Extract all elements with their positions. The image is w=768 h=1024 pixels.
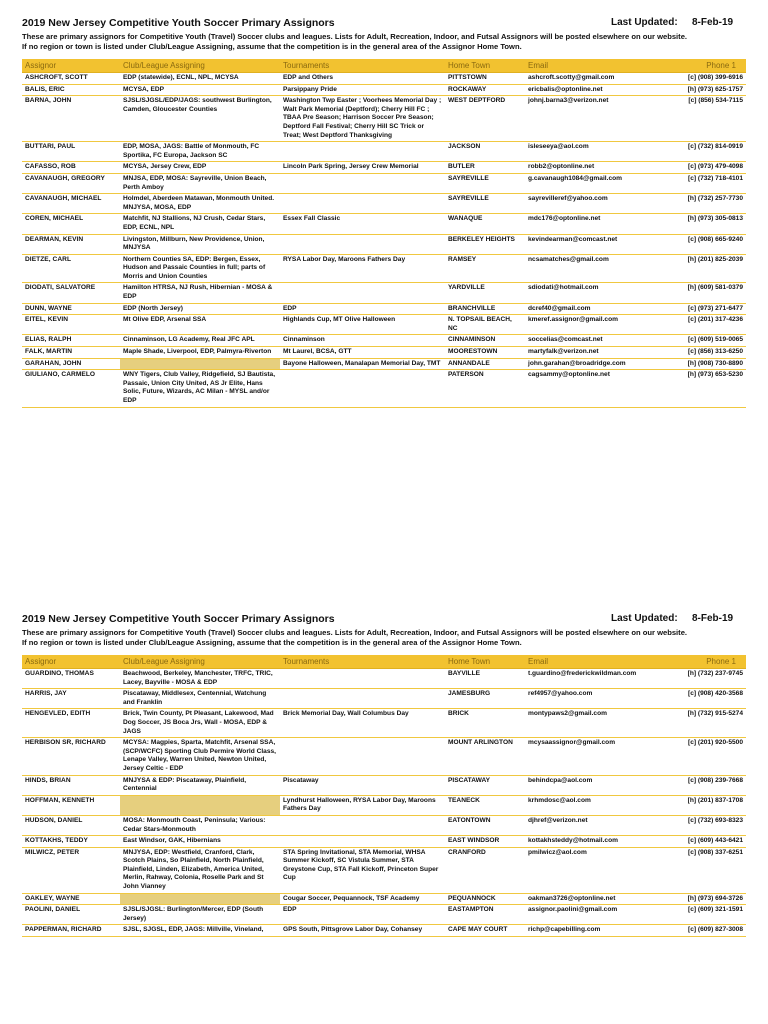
phone-cell: [c] (609) 443-6421	[671, 836, 746, 848]
assignor-name-cell: BUTTARI, PAUL	[22, 142, 120, 162]
club-league-cell: EDP (statewide), ECNL, NPL, MCYSA	[120, 73, 280, 85]
tournaments-cell	[280, 194, 445, 214]
assignor-name-cell: DIODATI, SALVATORE	[22, 283, 120, 303]
table-row	[22, 775, 746, 795]
tournaments-cell	[280, 234, 445, 254]
email-cell[interactable]: pmilwicz@aol.com	[525, 847, 671, 893]
club-league-cell: SJSL/SJGSL: Burlington/Mercer, EDP (South Jersey)	[120, 905, 280, 925]
assignor-name-cell: CAFASSO, ROB	[22, 162, 120, 174]
home-town-cell: PATERSON	[445, 370, 525, 407]
club-league-cell: EDP (North Jersey)	[120, 303, 280, 315]
home-town-cell: ANNANDALE	[445, 358, 525, 370]
home-town-cell: ROCKAWAY	[445, 84, 525, 96]
column-header-assignor: Assignor	[22, 59, 120, 73]
home-town-cell: SAYREVILLE	[445, 194, 525, 214]
home-town-cell: BERKELEY HEIGHTS	[445, 234, 525, 254]
table-row	[22, 335, 746, 347]
email-cell[interactable]: oakman3726@optonline.net	[525, 893, 671, 905]
home-town-cell: SAYREVILLE	[445, 173, 525, 193]
assignor-name-cell: HERBISON SR, RICHARD	[22, 738, 120, 775]
tournaments-cell: STA Spring Invitational, STA Memorial, WHSA Summer Kickoff, SC Vistula Summer, STA Greystone Cup, STA Fall Kickoff, Princeton Super Cup	[280, 847, 445, 893]
assignor-name-cell: PAPPERMAN, RICHARD	[22, 925, 120, 937]
phone-cell: [h] (732) 257-7730	[671, 194, 746, 214]
home-town-cell: PISCATAWAY	[445, 775, 525, 795]
phone-cell: [c] (732) 718-4101	[671, 173, 746, 193]
phone-cell: [c] (856) 534-7115	[671, 96, 746, 142]
table-row	[22, 925, 746, 937]
assignor-name-cell: DUNN, WAYNE	[22, 303, 120, 315]
document-title: 2019 New Jersey Competitive Youth Soccer Primary Assignors	[22, 17, 335, 29]
assignor-name-cell: BALIS, ERIC	[22, 84, 120, 96]
phone-cell: [c] (908) 337-6251	[671, 847, 746, 893]
column-header-email: Email	[525, 59, 671, 73]
club-league-cell: Maple Shade, Liverpool, EDP, Palmyra-Riverton	[120, 347, 280, 359]
tournaments-cell	[280, 669, 445, 689]
section-header	[22, 17, 746, 31]
email-cell[interactable]: ncsamatches@gmail.com	[525, 254, 671, 283]
phone-cell: [c] (609) 321-1591	[671, 905, 746, 925]
phone-cell: [c] (201) 920-5500	[671, 738, 746, 775]
email-cell[interactable]: sdiodati@hotmail.com	[525, 283, 671, 303]
intro-text	[22, 32, 746, 51]
table-header-row	[22, 655, 746, 669]
phone-cell: [c] (973) 271-6477	[671, 303, 746, 315]
home-town-cell: PEQUANNOCK	[445, 893, 525, 905]
tournaments-cell	[280, 689, 445, 709]
phone-cell: [c] (973) 479-4098	[671, 162, 746, 174]
club-league-cell: Cinnaminson, LG Academy, Real JFC APL	[120, 335, 280, 347]
club-league-cell: Mt Olive EDP, Arsenal SSA	[120, 315, 280, 335]
email-cell[interactable]: isleseeya@aol.com	[525, 142, 671, 162]
last-updated-value: 8-Feb-19	[692, 613, 734, 624]
tournaments-cell: Essex Fall Classic	[280, 214, 445, 234]
column-header-phone: Phone 1	[671, 59, 746, 73]
assignor-name-cell: CAVANAUGH, GREGORY	[22, 173, 120, 193]
email-cell[interactable]: kottakhsteddy@hotmail.com	[525, 836, 671, 848]
assignor-table	[22, 59, 746, 408]
table-row	[22, 905, 746, 925]
club-league-cell	[120, 358, 280, 370]
tournaments-cell: Parsippany Pride	[280, 84, 445, 96]
home-town-cell: JAMESBURG	[445, 689, 525, 709]
assignor-name-cell: CAVANAUGH, MICHAEL	[22, 194, 120, 214]
table-row	[22, 84, 746, 96]
email-cell[interactable]: robb2@optonline.net	[525, 162, 671, 174]
intro-line-1: These are primary assignors for Competitive Youth (Travel) Soccer clubs and leagues. Lists for Adult, Recreation, Indoor, and Futsal Assignors will be posted elsewhere on our website.	[22, 32, 688, 41]
phone-cell: [h] (973) 653-5230	[671, 370, 746, 407]
intro-text	[22, 628, 746, 647]
email-cell[interactable]: richp@capebilling.com	[525, 925, 671, 937]
tournaments-cell: GPS South, Pittsgrove Labor Day, Cohansey	[280, 925, 445, 937]
club-league-cell	[120, 893, 280, 905]
table-row	[22, 234, 746, 254]
home-town-cell: YARDVILLE	[445, 283, 525, 303]
table-row	[22, 142, 746, 162]
column-header-home-town: Home Town	[445, 59, 525, 73]
table-row	[22, 815, 746, 835]
phone-cell: [c] (732) 693-8323	[671, 815, 746, 835]
table-row	[22, 194, 746, 214]
table-header-row	[22, 59, 746, 73]
tournaments-cell: Lyndhurst Halloween, RYSA Labor Day, Maroons Fathers Day	[280, 795, 445, 815]
phone-cell: [h] (908) 730-8890	[671, 358, 746, 370]
assignor-name-cell: DEARMAN, KEVIN	[22, 234, 120, 254]
club-league-cell: Northern Counties SA, EDP: Bergen, Essex, Hudson and Passaic Counties in full; parts of Morris and Union Counties	[120, 254, 280, 283]
table-body	[22, 73, 746, 408]
tournaments-cell: Lincoln Park Spring, Jersey Crew Memorial	[280, 162, 445, 174]
club-league-cell: MNJYSA, EDP: Westfield, Cranford, Clark, Scotch Plains, So Plainfield, North Plainfield, Plainfield, Linden, Elizabeth, America United, Merlin, Rahway, Colonia, Roselle Park and St John Vianney	[120, 847, 280, 893]
club-league-cell: Brick, Twin County, Pt Pleasant, Lakewood, Mad Dog Soccer, JS Boca Jrs, Wall - MOSA, EDP & JAGS	[120, 709, 280, 738]
table-row	[22, 358, 746, 370]
home-town-cell: MOUNT ARLINGTON	[445, 738, 525, 775]
club-league-cell: Piscataway, Middlesex, Centennial, Watchung and Franklin	[120, 689, 280, 709]
tournaments-cell	[280, 173, 445, 193]
assignor-name-cell: MILWICZ, PETER	[22, 847, 120, 893]
tournaments-cell: Piscataway	[280, 775, 445, 795]
email-cell[interactable]: ref4957@yahoo.com	[525, 689, 671, 709]
email-cell[interactable]: johnj.barna3@verizon.net	[525, 96, 671, 142]
home-town-cell: CRANFORD	[445, 847, 525, 893]
assignor-name-cell: EITEL, KEVIN	[22, 315, 120, 335]
table-row	[22, 96, 746, 142]
section-header	[22, 613, 746, 627]
table-row	[22, 847, 746, 893]
assignor-name-cell: GIULIANO, CARMELO	[22, 370, 120, 407]
tournaments-cell: EDP	[280, 303, 445, 315]
table-row	[22, 669, 746, 689]
tournaments-cell: Highlands Cup, MT Olive Halloween	[280, 315, 445, 335]
email-cell[interactable]: g.cavanaugh1084@gmail.com	[525, 173, 671, 193]
assignor-name-cell: BARNA, JOHN	[22, 96, 120, 142]
column-header-club: Club/League Assigning	[120, 59, 280, 73]
tournaments-cell: Bayone Halloween, Manalapan Memorial Day, TMT	[280, 358, 445, 370]
last-updated-label: Last Updated:	[611, 613, 678, 624]
tournaments-cell: Cougar Soccer, Pequannock, TSF Academy	[280, 893, 445, 905]
column-header-club: Club/League Assigning	[120, 655, 280, 669]
home-town-cell: BUTLER	[445, 162, 525, 174]
tournaments-cell: EDP and Others	[280, 73, 445, 85]
table-row	[22, 283, 746, 303]
home-town-cell: N. TOPSAIL BEACH, NC	[445, 315, 525, 335]
table-row	[22, 347, 746, 359]
assignor-name-cell: DIETZE, CARL	[22, 254, 120, 283]
table-row	[22, 738, 746, 775]
home-town-cell: TEANECK	[445, 795, 525, 815]
last-updated-label: Last Updated:	[611, 17, 678, 28]
phone-cell: [h] (201) 825-2039	[671, 254, 746, 283]
phone-cell: [c] (908) 420-3568	[671, 689, 746, 709]
email-cell[interactable]: mdc176@optonline.net	[525, 214, 671, 234]
phone-cell: [h] (201) 837-1708	[671, 795, 746, 815]
assignor-table	[22, 655, 746, 937]
home-town-cell: EAST WINDSOR	[445, 836, 525, 848]
email-cell[interactable]: martyfalk@verizon.net	[525, 347, 671, 359]
email-cell[interactable]: behindcpa@aol.com	[525, 775, 671, 795]
phone-cell: [h] (609) 581-0379	[671, 283, 746, 303]
column-header-tournaments: Tournaments	[280, 655, 445, 669]
email-cell[interactable]: t.guardino@frederickwildman.com	[525, 669, 671, 689]
tournaments-cell: Cinnaminson	[280, 335, 445, 347]
club-league-cell: Matchfit, NJ Stallions, NJ Crush, Cedar Stars, EDP, ECNL, NPL	[120, 214, 280, 234]
email-cell[interactable]: assignor.paolini@gmail.com	[525, 905, 671, 925]
club-league-cell	[120, 795, 280, 815]
assignor-name-cell: GUARDINO, THOMAS	[22, 669, 120, 689]
phone-cell: [c] (609) 519-0065	[671, 335, 746, 347]
tournaments-cell: Washington Twp Easter ; Voorhees Memorial Day ; Walt Park Memorial (Deptford); Cherry Hill FC ; TBAA Pre Season; Harrison Soccer Pre Season; Deptford Fall Festival; Cherry Hill SC Trick or Treat; West Deptford Thanksgiving	[280, 96, 445, 142]
club-league-cell: Beachwood, Berkeley, Manchester, TRFC, TRIC, Lacey, Bayville - MOSA & EDP	[120, 669, 280, 689]
club-league-cell: Holmdel, Aberdeen Matawan, Monmouth United. MNJYSA, MOSA, EDP	[120, 194, 280, 214]
phone-cell: [c] (732) 814-0919	[671, 142, 746, 162]
email-cell[interactable]: djhref@verizon.net	[525, 815, 671, 835]
email-cell[interactable]: ericbalis@optonline.net	[525, 84, 671, 96]
assignor-section-1	[22, 17, 746, 408]
table-row	[22, 370, 746, 407]
club-league-cell: MNJSA, EDP, MOSA: Sayreville, Union Beach, Perth Amboy	[120, 173, 280, 193]
assignor-name-cell: ASHCROFT, SCOTT	[22, 73, 120, 85]
table-row	[22, 709, 746, 738]
assignor-name-cell: HUDSON, DANIEL	[22, 815, 120, 835]
club-league-cell: MOSA: Monmouth Coast, Peninsula; Various: Cedar Stars-Monmouth	[120, 815, 280, 835]
club-league-cell: Hamilton HTRSA, NJ Rush, Hibernian - MOSA & EDP	[120, 283, 280, 303]
home-town-cell: MOORESTOWN	[445, 347, 525, 359]
home-town-cell: EASTAMPTON	[445, 905, 525, 925]
home-town-cell: RAMSEY	[445, 254, 525, 283]
email-cell[interactable]: john.garahan@broadridge.com	[525, 358, 671, 370]
email-cell[interactable]: soccelias@comcast.net	[525, 335, 671, 347]
table-body	[22, 669, 746, 937]
tournaments-cell	[280, 836, 445, 848]
intro-line-2: If no region or town is listed under Club/League Assigning, assume that the competition is in the general area of the Assignor Home Town.	[22, 637, 522, 647]
club-league-cell: MCYSA, Jersey Crew, EDP	[120, 162, 280, 174]
table-row	[22, 162, 746, 174]
assignor-name-cell: PAOLINI, DANIEL	[22, 905, 120, 925]
assignor-name-cell: COREN, MICHAEL	[22, 214, 120, 234]
phone-cell: [h] (973) 694-3726	[671, 893, 746, 905]
phone-cell: [c] (201) 317-4236	[671, 315, 746, 335]
table-row	[22, 315, 746, 335]
column-header-tournaments: Tournaments	[280, 59, 445, 73]
intro-line-2: If no region or town is listed under Club/League Assigning, assume that the competition is in the general area of the Assignor Home Town.	[22, 41, 522, 51]
phone-cell: [c] (908) 665-9240	[671, 234, 746, 254]
home-town-cell: WEST DEPTFORD	[445, 96, 525, 142]
club-league-cell: MCYSA, EDP	[120, 84, 280, 96]
home-town-cell: BAYVILLE	[445, 669, 525, 689]
phone-cell: [h] (732) 237-9745	[671, 669, 746, 689]
table-row	[22, 254, 746, 283]
tournaments-cell: Mt Laurel, BCSA, GTT	[280, 347, 445, 359]
assignor-name-cell: KOTTAKHS, TEDDY	[22, 836, 120, 848]
club-league-cell: SJSL/SJGSL/EDP/JAGS: southwest Burlington, Camden, Gloucester Counties	[120, 96, 280, 142]
last-updated-value: 8-Feb-19	[692, 17, 734, 28]
table-row	[22, 303, 746, 315]
email-cell[interactable]: cagsammy@optonline.net	[525, 370, 671, 407]
tournaments-cell	[280, 142, 445, 162]
tournaments-cell	[280, 738, 445, 775]
column-header-phone: Phone 1	[671, 655, 746, 669]
intro-line-1: These are primary assignors for Competitive Youth (Travel) Soccer clubs and leagues. Lists for Adult, Recreation, Indoor, and Futsal Assignors will be posted elsewhere on our website.	[22, 628, 688, 637]
email-cell[interactable]: kmeref.assignor@gmail.com	[525, 315, 671, 335]
email-cell[interactable]: sayrevilleref@yahoo.com	[525, 194, 671, 214]
tournaments-cell: Brick Memorial Day, Wall Columbus Day	[280, 709, 445, 738]
tournaments-cell: RYSA Labor Day, Maroons Fathers Day	[280, 254, 445, 283]
club-league-cell: MNJYSA & EDP: Piscataway, Plainfield, Centennial	[120, 775, 280, 795]
assignor-name-cell: GARAHAN, JOHN	[22, 358, 120, 370]
assignor-name-cell: OAKLEY, WAYNE	[22, 893, 120, 905]
table-row	[22, 795, 746, 815]
assignor-name-cell: HINDS, BRIAN	[22, 775, 120, 795]
assignor-name-cell: ELIAS, RALPH	[22, 335, 120, 347]
phone-cell: [c] (908) 239-7668	[671, 775, 746, 795]
club-league-cell: EDP, MOSA, JAGS: Battle of Monmouth, FC Sportika, FC Europa, Jackson SC	[120, 142, 280, 162]
club-league-cell: SJSL, SJGSL, EDP, JAGS: Millville, Vineland,	[120, 925, 280, 937]
home-town-cell: CAPE MAY COURT	[445, 925, 525, 937]
column-header-email: Email	[525, 655, 671, 669]
email-cell[interactable]: kevindearman@comcast.net	[525, 234, 671, 254]
club-league-cell: WNY Tigers, Club Valley, Ridgefield, SJ Bautista, Passaic, Union City United, AS Jr Elite, Hans Solic, Future, Wizards, AC Milan - MYSL and/or EDP	[120, 370, 280, 407]
table-row	[22, 214, 746, 234]
tournaments-cell	[280, 815, 445, 835]
home-town-cell: EATONTOWN	[445, 815, 525, 835]
table-row	[22, 173, 746, 193]
assignor-section-2	[22, 613, 746, 937]
assignor-name-cell: HENGEVLED, EDITH	[22, 709, 120, 738]
table-row	[22, 893, 746, 905]
tournaments-cell	[280, 283, 445, 303]
table-row	[22, 836, 746, 848]
column-header-assignor: Assignor	[22, 655, 120, 669]
phone-cell: [c] (856) 313-6250	[671, 347, 746, 359]
tournaments-cell: EDP	[280, 905, 445, 925]
assignor-name-cell: HARRIS, JAY	[22, 689, 120, 709]
document-title: 2019 New Jersey Competitive Youth Soccer Primary Assignors	[22, 613, 335, 625]
club-league-cell: East Windsor, GAK, Hibernians	[120, 836, 280, 848]
assignor-name-cell: HOFFMAN, KENNETH	[22, 795, 120, 815]
phone-cell: [c] (908) 399-6916	[671, 73, 746, 85]
email-cell[interactable]: dcref40@gmail.com	[525, 303, 671, 315]
home-town-cell: PITTSTOWN	[445, 73, 525, 85]
home-town-cell: BRANCHVILLE	[445, 303, 525, 315]
email-cell[interactable]: mcysaassignor@gmail.com	[525, 738, 671, 775]
assignor-name-cell: FALK, MARTIN	[22, 347, 120, 359]
phone-cell: [h] (973) 625-1757	[671, 84, 746, 96]
home-town-cell: BRICK	[445, 709, 525, 738]
column-header-home-town: Home Town	[445, 655, 525, 669]
table-row	[22, 73, 746, 85]
phone-cell: [h] (973) 305-0813	[671, 214, 746, 234]
phone-cell: [h] (732) 915-5274	[671, 709, 746, 738]
email-cell[interactable]: ashcroft.scotty@gmail.com	[525, 73, 671, 85]
tournaments-cell	[280, 370, 445, 407]
email-cell[interactable]: montypaws2@gmail.com	[525, 709, 671, 738]
table-row	[22, 689, 746, 709]
home-town-cell: WANAQUE	[445, 214, 525, 234]
club-league-cell: MCYSA: Magpies, Sparta, Matchfit, Arsenal SSA, (SCP/WCFC) Sporting Club Permire World Class, Lenape Valley, Warren United, Newton United, Jersey Celtic - EDP	[120, 738, 280, 775]
email-cell[interactable]: krhmdosc@aol.com	[525, 795, 671, 815]
home-town-cell: JACKSON	[445, 142, 525, 162]
phone-cell: [c] (609) 827-3008	[671, 925, 746, 937]
home-town-cell: CINNAMINSON	[445, 335, 525, 347]
club-league-cell: Livingston, Millburn, New Providence, Union, MNJYSA	[120, 234, 280, 254]
